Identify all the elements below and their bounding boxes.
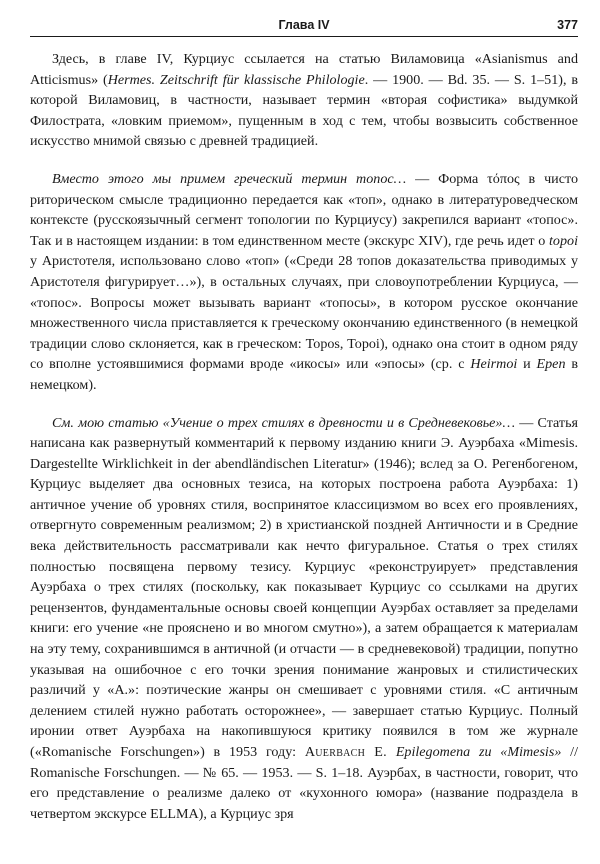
italic-text: Epen bbox=[536, 356, 566, 373]
italic-text: См. мою статью «Учение о трех стилях в древности и в Средневековье»… bbox=[52, 414, 515, 431]
text-run: в немецком). bbox=[30, 356, 578, 393]
text-run: — Статья написана как развернутый комментарий к первому изданию книги Э. Ауэрбаха «Mimesis. Dargestellte Wirklichkeit in der abendländischen Literatur» (1946); вслед за О. Регенбогеном, Курциус выделяет два основных тезиса, на которых построена работа Ауэрбаха: 1) античное учение об уровнях стиля, воспринятое классицизмом во всех его проявлениях, отвергнуто современным реализмом; 2) в христианской поздней Античности и в Средние века действительность рассматривали как нечто фигуральное. Статья о трех стилях полностью посвящена первому тезису. Курциус «реконструирует» представления Ауэрбаха о трех стилях (поскольку, как показывает Курциус со ссылками на других рецензентов, фундаментальные основы своей концепции Ауэрбах оставляет за пределами книги: его учение «не прояснено и во многом смутно»), а затем обращается к материалам на эту тему, сохранившимся в античной (и отчасти — в средневековой) традиции, попутно указывая на ошибочное с его точки зрения понимание жанровых и стилистических различий у «А.»: поэтические жанры он смешивает с уровнями стиля. «С античным делением стилей нужно работать осторожнее», — завершает статью Курциус. Полный иронии ответ Ауэрбаха на накопившуюся критику появился в том же журнале («Romanische Forschungen») в 1953 году: bbox=[30, 414, 578, 760]
body-text bbox=[30, 49, 578, 824]
text-run bbox=[387, 744, 396, 760]
text-run: — Форма τόπος в чисто риторическом смысле традиционно передается как «топ», однако в литературоведческом контексте (русскоязычный сегмент топологии по Курциусу) закрепился вариант «топос». Так и в настоящем издании: в том единственном месте (экскурс XIV), где речь идет о bbox=[30, 170, 579, 249]
italic-text: Hermes. Zeitschrift für klassische Philologie bbox=[107, 71, 365, 88]
paragraph bbox=[30, 49, 578, 152]
paragraph bbox=[30, 169, 578, 396]
text-run: Здесь, в главе IV, Курциус ссылается на статью Виламовица «Asianismus and Atticismus» ( bbox=[30, 51, 578, 88]
chapter-title: Глава IV bbox=[278, 18, 330, 32]
text-run: у Аристотеля, использовано слово «топ» («Среди 28 топов доказательства приводимых у Аристотеля фигурирует…»), в остальных случаях, при словоупотреблении Курциуса, — «топос». Вопросы может вызывать вариант «топосы», в котором русское окончание множественного числа приставляется к греческому окончанию единственного (в немецкой традиции слово склоняется, как в греческом: Topos, Topoi), однако она стоит в одном ряду со вполне устоявшимися формами вроде «икосы» или «эпосы» (ср. с bbox=[30, 253, 578, 373]
italic-text: topoi bbox=[549, 232, 578, 249]
small-caps-text: Auerbach E. bbox=[304, 744, 388, 760]
page-number: 377 bbox=[557, 18, 578, 32]
paragraph bbox=[30, 413, 578, 825]
running-head bbox=[30, 16, 578, 36]
text-run: // Romanische Forschungen. — № 65. — 1953. — S. 1–18. Ауэрбах, в частности, говорит, что его представление о реализме далеко от «кухонного юмора» (название подраздела в четвертом экскурсе ELLMA), а Курциус зря bbox=[30, 744, 579, 822]
text-run: . — 1900. — Bd. 35. — S. 1–51), в которой Виламовиц, в частности, называет термин «вторая софистика» выдумкой Филострата, «ловким приемом», пущенным в ход с тем, чтобы возвысить собственное искусство мнимой связью с древней традицией. bbox=[30, 71, 578, 150]
italic-text: Вместо этого мы примем греческий термин топос… bbox=[52, 170, 407, 187]
italic-text: Epilegomena zu «Mimesis» bbox=[395, 744, 562, 760]
book-page bbox=[30, 16, 578, 841]
italic-text: Heirmoi bbox=[470, 356, 518, 373]
header-rule bbox=[30, 36, 578, 37]
text-run: и bbox=[517, 356, 537, 373]
